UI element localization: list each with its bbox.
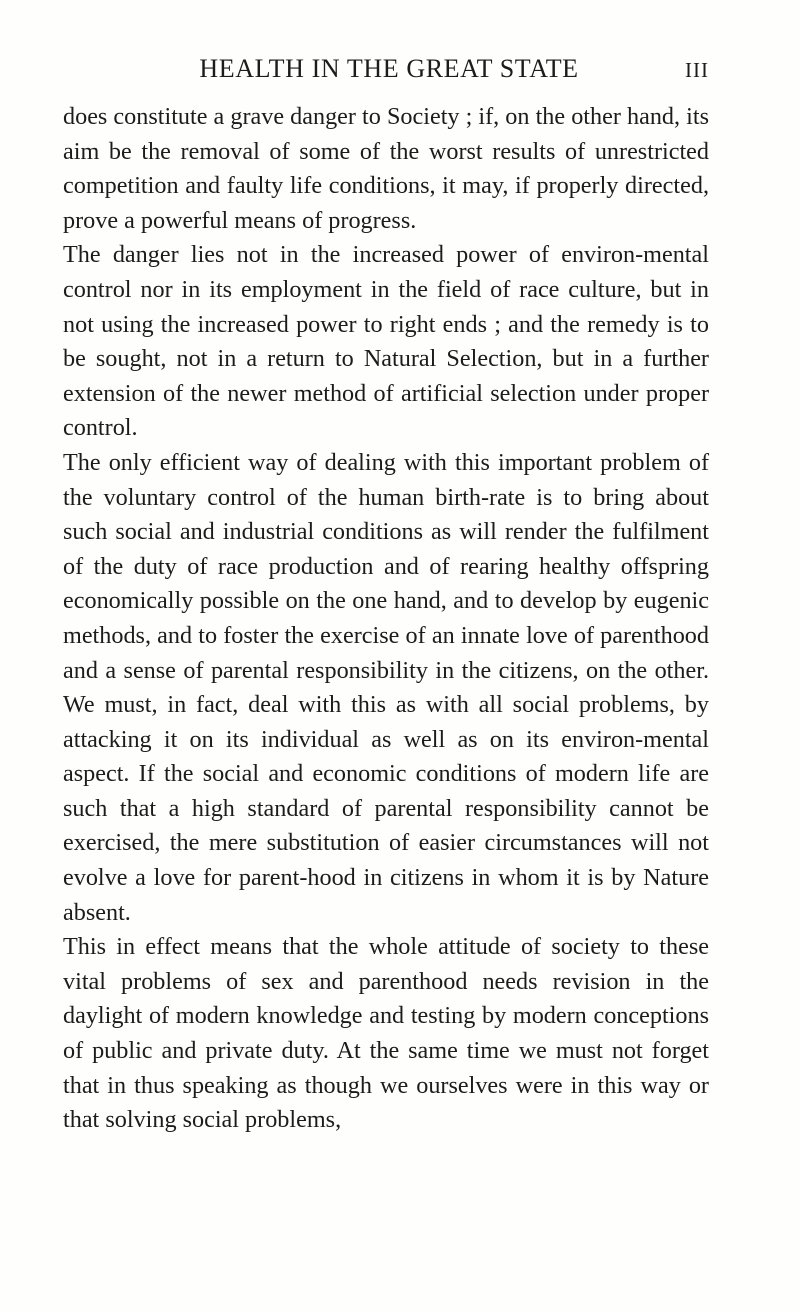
running-head-title: HEALTH IN THE GREAT STATE — [199, 54, 579, 83]
paragraph: The only efficient way of dealing with this important problem of the voluntary control of the human birth-rate is to bring about such social and industrial conditions as will render the fulfilment of the duty of race production and of rearing healthy offspring economically possible on the one hand, and to develop by eugenic methods, and to foster the exercise of an innate love of parenthood and a sense of parental responsibility in the citizens, on the other. We must, in fact, deal with this as with all social problems, by attacking it on its individual as well as on its environ-mental aspect. If the social and economic conditions of modern life are such that a high standard of parental responsibility cannot be exercised, the mere substitution of easier circumstances will not evolve a love for parent-hood in citizens in whom it is by Nature absent. — [63, 448, 709, 926]
body-text — [63, 100, 709, 1138]
book-page — [63, 54, 709, 1138]
paragraph: does constitute a grave danger to Society ; if, on the other hand, its aim be the removal of some of the worst results of unrestricted competition and faulty life conditions, it may, if properly directed, prove a powerful means of progress. — [63, 103, 709, 234]
page-number: III — [685, 58, 709, 82]
running-head — [63, 54, 709, 94]
paragraph: This in effect means that the whole attitude of society to these vital problems of sex and parenthood needs revision in the daylight of modern knowledge and testing by modern conceptions of public and private duty. At the same time we must not forget that in thus speaking as though we ourselves were in this way or that solving social problems, — [63, 933, 709, 1134]
paragraph: The danger lies not in the increased power of environ-mental control nor in its employment in the field of race culture, but in not using the increased power to right ends ; and the remedy is to be sought, not in a return to Natural Selection, but in a further extension of the newer method of artificial selection under proper control. — [63, 241, 709, 442]
